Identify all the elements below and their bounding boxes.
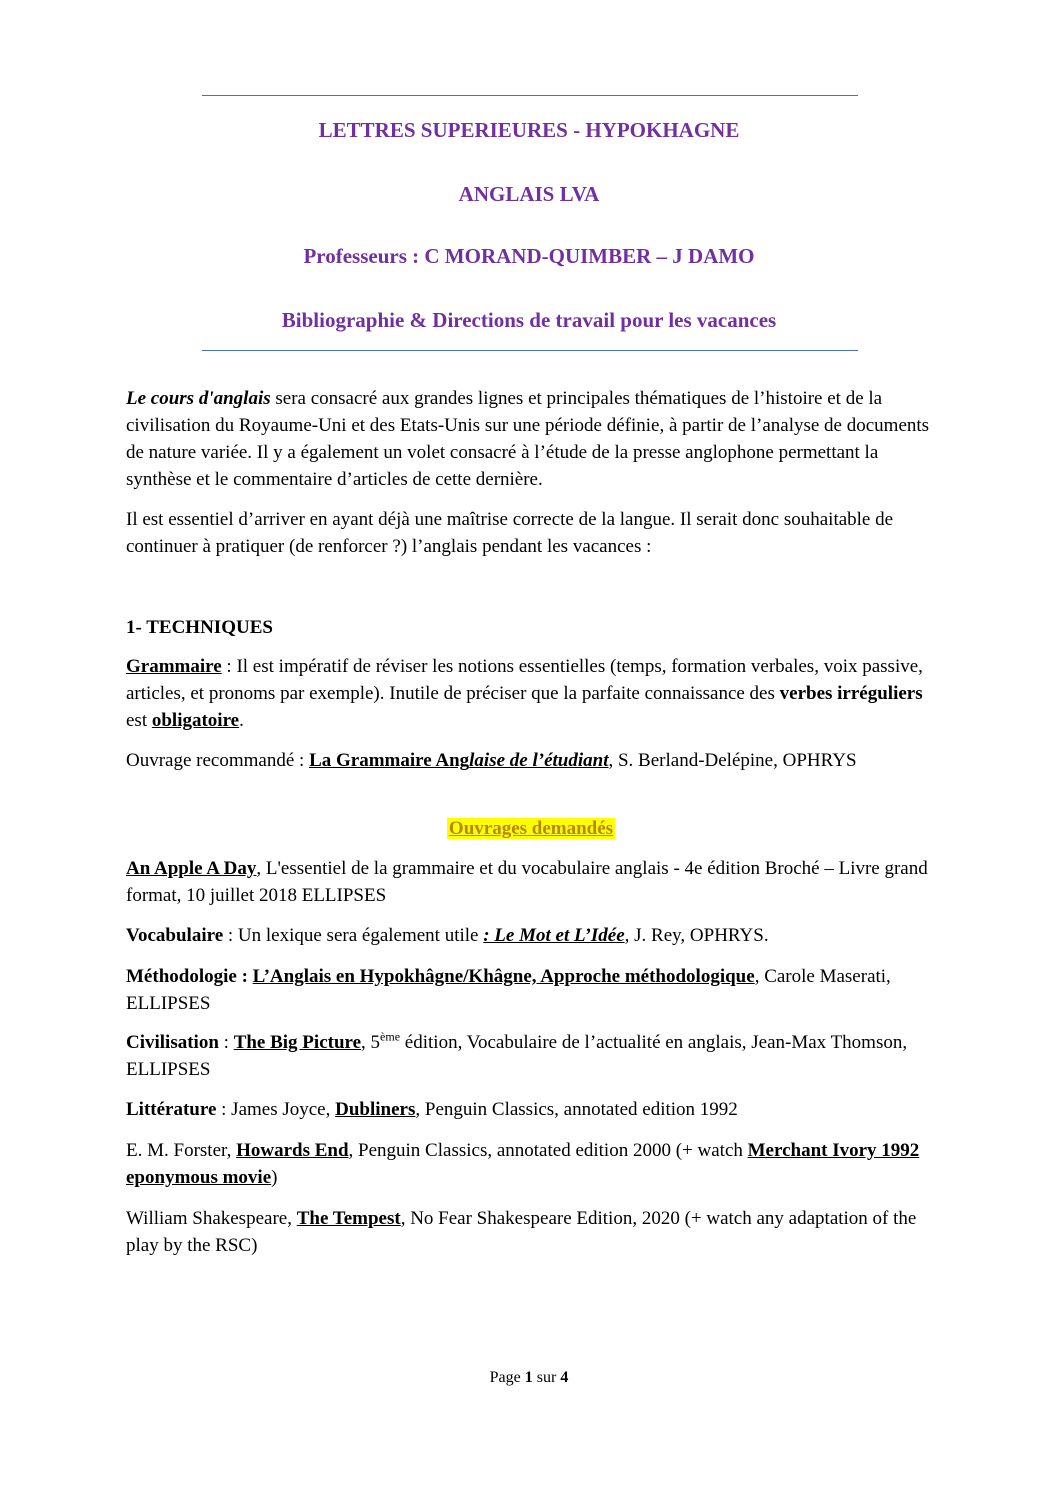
grammar-text-2: est	[126, 710, 152, 731]
page-number: 1	[524, 1369, 533, 1386]
civ-sep: :	[218, 1032, 234, 1053]
recommended-rest: , S. Berland-Delépine, OPHRYS	[608, 750, 857, 771]
book-shakespeare	[126, 1205, 936, 1259]
civ-label: Civilisation	[126, 1032, 219, 1053]
book-lit	[126, 1096, 936, 1123]
page-total: 4	[560, 1369, 569, 1386]
apple-title: An Apple A Day	[126, 858, 257, 879]
title-level: LETTRES SUPERIEURES - HYPOKHAGNE	[318, 118, 740, 142]
page-sur: sur	[532, 1369, 561, 1386]
lit-title: Dubliners	[335, 1099, 416, 1120]
grammar-paragraph	[126, 653, 936, 734]
civ-rest: édition, Vocabulaire de l’actualité en anglais, Jean-Max Thomson, ELLIPSES	[126, 1032, 908, 1080]
title-subject: ANGLAIS LVA	[458, 182, 600, 206]
forster-end: )	[271, 1167, 278, 1188]
forster-mid: , Penguin Classics, annotated edition 2000 (+ watch	[348, 1140, 748, 1161]
shakes-title: The Tempest	[296, 1208, 401, 1229]
shakes-text: William Shakespeare,	[126, 1208, 297, 1229]
recommended-book	[126, 747, 936, 774]
lit-label: Littérature	[126, 1099, 217, 1120]
intro-paragraph	[126, 385, 936, 493]
recommended-title-a: La Grammaire Ang	[309, 750, 470, 771]
lit-text: : James Joyce,	[216, 1099, 336, 1120]
recommended-title-b: laise de l’étudiant	[469, 750, 609, 771]
book-method	[126, 963, 936, 1017]
title-bibliography: Bibliographie & Directions de travail pour les vacances	[281, 308, 777, 332]
recommended-label: Ouvrage recommandé :	[126, 750, 310, 771]
vocab-text: : Un lexique sera également utile	[223, 925, 484, 946]
irregular-verbs: verbes irréguliers	[779, 683, 923, 704]
title-teachers: Professeurs : C MORAND-QUIMBER – J DAMO	[303, 244, 755, 268]
obligatory: obligatoire	[151, 710, 240, 731]
book-forster	[126, 1137, 936, 1191]
apple-rest: , L'essentiel de la grammaire et du vocabulaire anglais - 4e édition Broché – Livre grand format, 10 juillet 2018 ELLIPSES	[126, 858, 928, 906]
civ-sup: ème	[380, 1029, 401, 1044]
vocab-rest: , J. Rey, OPHRYS.	[624, 925, 769, 946]
forster-text: E. M. Forster,	[126, 1140, 237, 1161]
forster-movie: Merchant Ivory 1992 eponymous movie	[126, 1140, 920, 1188]
page-footer	[0, 1364, 1058, 1391]
civ-num: , 5	[361, 1032, 381, 1053]
section-techniques	[126, 614, 936, 641]
grammar-label: Grammaire	[126, 656, 222, 677]
shakes-rest: , No Fear Shakespeare Edition, 2020 (+ watch any adaptation of the play by the RSC)	[126, 1208, 917, 1256]
forster-title: Howards End	[236, 1140, 349, 1161]
vocab-label: Vocabulaire	[126, 925, 224, 946]
book-vocab	[126, 922, 936, 949]
intro-text-2: Il est essentiel d’arriver en ayant déjà une maîtrise correcte de la langue. Il serait donc souhaitable de continuer à pratiquer (de renforcer ?) l’anglais pendant les vacances :	[126, 509, 894, 557]
lit-rest: , Penguin Classics, annotated edition 1992	[415, 1099, 738, 1120]
vocab-title: : Le Mot et L’Idée	[483, 925, 625, 946]
method-label: Méthodologie :	[126, 966, 253, 987]
civ-title: The Big Picture	[233, 1032, 362, 1053]
ouvrages-heading-row	[126, 815, 936, 842]
page-label: Page	[489, 1369, 525, 1386]
intro-text: sera consacré aux grandes lignes et principales thématiques de l’histoire et de la civilisation du Royaume-Uni et des Etats-Unis sur une période définie, à partir de l’analyse de documents de nature variée. Il y a également un volet consacré à l’étude de la presse anglophone permettant la synthèse et le commentaire d’articles de cette dernière.	[126, 388, 930, 490]
intro-paragraph-2	[126, 506, 936, 560]
ouvrages-heading: Ouvrages demandés	[448, 818, 614, 839]
top-rule	[202, 95, 858, 96]
method-title: L’Anglais en Hypokhâgne/Khâgne, Approche méthodologique	[252, 966, 755, 987]
book-apple	[126, 855, 936, 909]
grammar-text: : Il est impératif de réviser les notions essentielles (temps, formation verbales, voix passive, articles, et pronoms par exemple). Inutile de préciser que la parfaite connaissance des	[126, 656, 923, 704]
section-title: 1- TECHNIQUES	[126, 617, 273, 638]
intro-lead: Le cours d'anglais	[126, 388, 271, 409]
bottom-rule	[202, 350, 858, 351]
method-rest: , Carole Maserati, ELLIPSES	[126, 966, 891, 1014]
grammar-end: .	[239, 710, 244, 731]
book-civ	[126, 1029, 936, 1083]
